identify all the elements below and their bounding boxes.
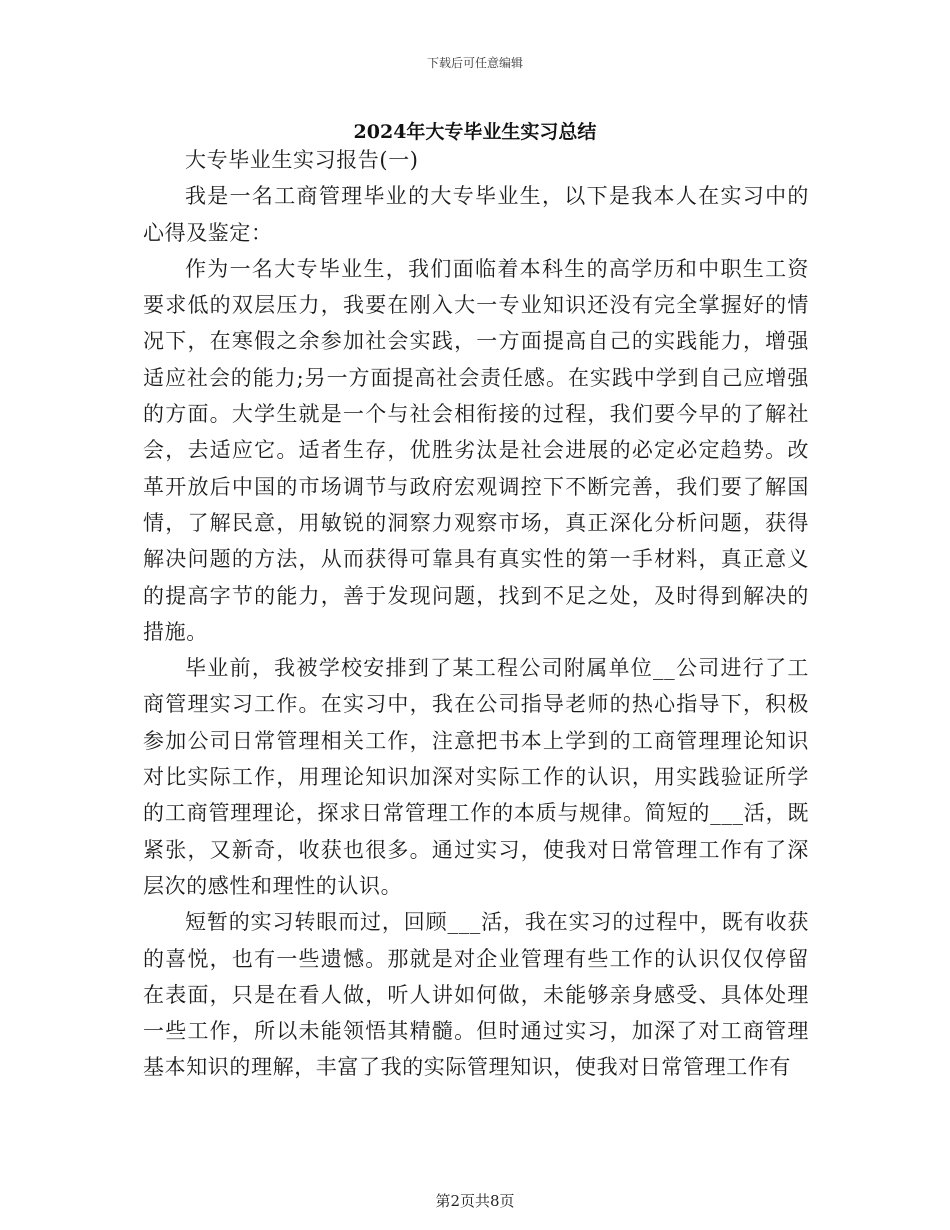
body-paragraph: 作为一名大专毕业生，我们面临着本科生的高学历和中职生工资要求低的双层压力，我要在刚入大一专业知识还没有完全掌握好的情况下，在寒假之余参加社会实践，一方面提高自己的实践能力，增强适应社会的能力;另一方面提高社会责任感。在实践中学到自己应增强的方面。大学生就是一个与社会相衔接的过程，我们要今早的了解社会，去适应它。适者生存，优胜劣汰是社会进展的必定必定趋势。改革开放后中国的市场调节与政府宏观调控下不断完善，我们要了解国情，了解民意，用敏锐的洞察力观察市场，真正深化分析问题，获得解决问题的方法，从而获得可靠具有真实性的第一手材料，真正意义的提高字节的能力，善于发现问题，找到不足之处，及时得到解决的措施。 — [143, 256, 809, 644]
body-paragraph: 短暂的实习转眼而过，回顾___活，我在实习的过程中，既有收获的喜悦，也有一些遗憾。那就是对企业管理有些工作的认识仅仅停留在表面，只是在看人做，听人讲如何做，未能够亲身感受、具体处理一些工作，所以未能领悟其精髓。但时通过实习，加深了对工商管理基本知识的理解，丰富了我的实际管理知识，使我对日常管理工作有 — [143, 910, 809, 1080]
body-paragraph: 我是一名工商管理毕业的大专毕业生，以下是我本人在实习中的心得及鉴定： — [143, 184, 809, 245]
page-number: 第2页共8页 — [435, 1192, 515, 1210]
body-paragraph: 毕业前，我被学校安排到了某工程公司附属单位__公司进行了工商管理实习工作。在实习中，我在公司指导老师的热心指导下，积极参加公司日常管理相关工作，注意把书本上学到的工商管理理论知识对比实际工作，用理论知识加深对实际工作的认识，用实践验证所学的工商管理理论，探求日常管理工作的本质与规律。简短的___活，既紧张，又新奇，收获也很多。通过实习，使我对日常管理工作有了深层次的感性和理性的认识。 — [143, 656, 809, 898]
document-body — [143, 142, 809, 1086]
body-paragraph-subtitle: 大专毕业生实习报告(一) — [185, 148, 419, 172]
page-header-note: 下载后可任意编辑 — [426, 56, 523, 70]
document-title: 2024年大专毕业生实习总结 — [353, 121, 597, 143]
